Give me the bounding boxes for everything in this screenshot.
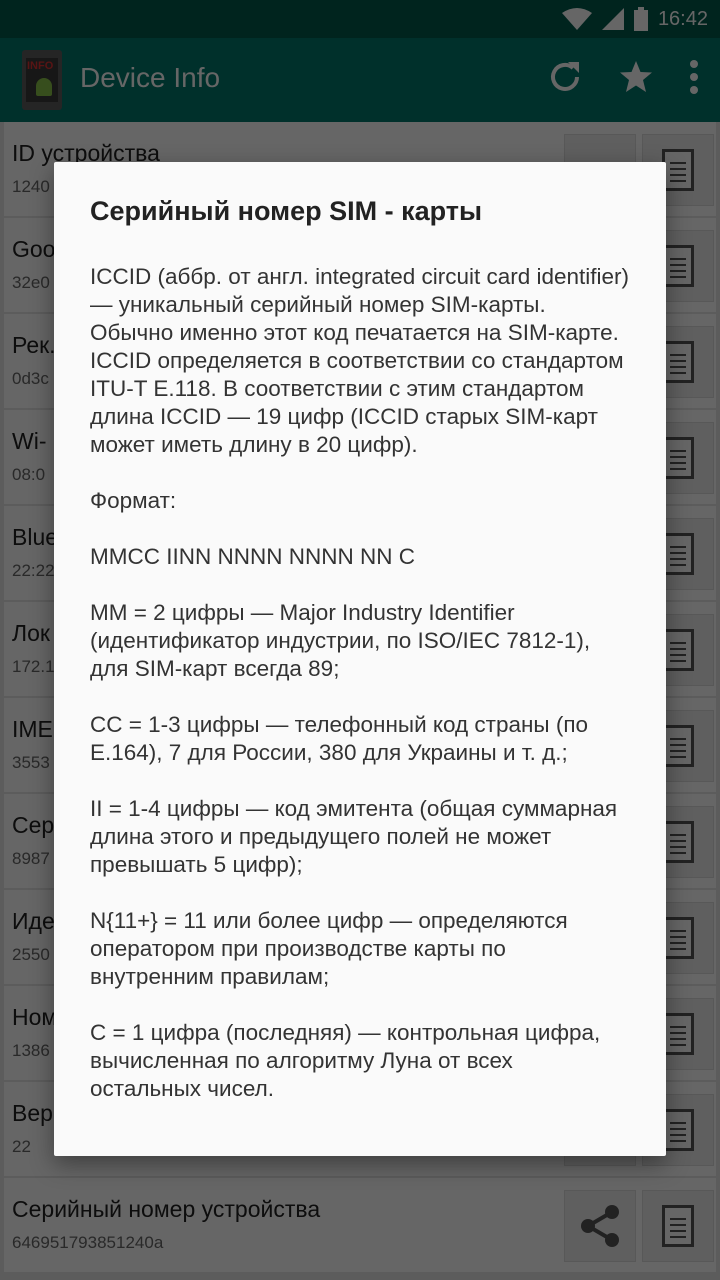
- dialog-body: [90, 263, 630, 1103]
- dialog-paragraph: CC = 1-3 цифры — телефонный код страны (по E.164), 7 для России, 380 для Украины и т. д.;: [90, 712, 589, 765]
- dialog-paragraph: II = 1-4 цифры — код эмитента (общая суммарная длина этого и предыдущего полей не может превышать 5 цифр);: [90, 796, 618, 877]
- dialog-paragraph: MM = 2 цифры — Major Industry Identifier (идентификатор индустрии, по ISO/IEC 7812-1), для SIM-карт всегда 89;: [90, 600, 591, 681]
- dialog-paragraph: C = 1 цифра (последняя) — контрольная цифра, вычисленная по алгоритму Луна от всех остальных чисел.: [90, 1020, 601, 1101]
- dialog-paragraph: Формат:: [90, 488, 177, 513]
- dialog-paragraph: MMCC IINN NNNN NNNN NN C: [90, 544, 415, 569]
- dialog-title: Серийный номер SIM - карты: [90, 196, 483, 226]
- info-dialog: [54, 162, 666, 1156]
- dialog-paragraph: N{11+} = 11 или более цифр — определяются оператором при производстве карты по внутренним правилам;: [90, 908, 568, 989]
- dialog-paragraph: ICCID (аббр. от англ. integrated circuit card identifier) — уникальный серийный номер SIM-карты. Обычно именно этот код печатается на SIM-карте. ICCID определяется в соответствии со стандартом ITU-T E.118. В соответствии с этим стандартом длина ICCID — 19 цифр (ICCID старых SIM-карт может иметь длину в 20 цифр).: [90, 264, 630, 457]
